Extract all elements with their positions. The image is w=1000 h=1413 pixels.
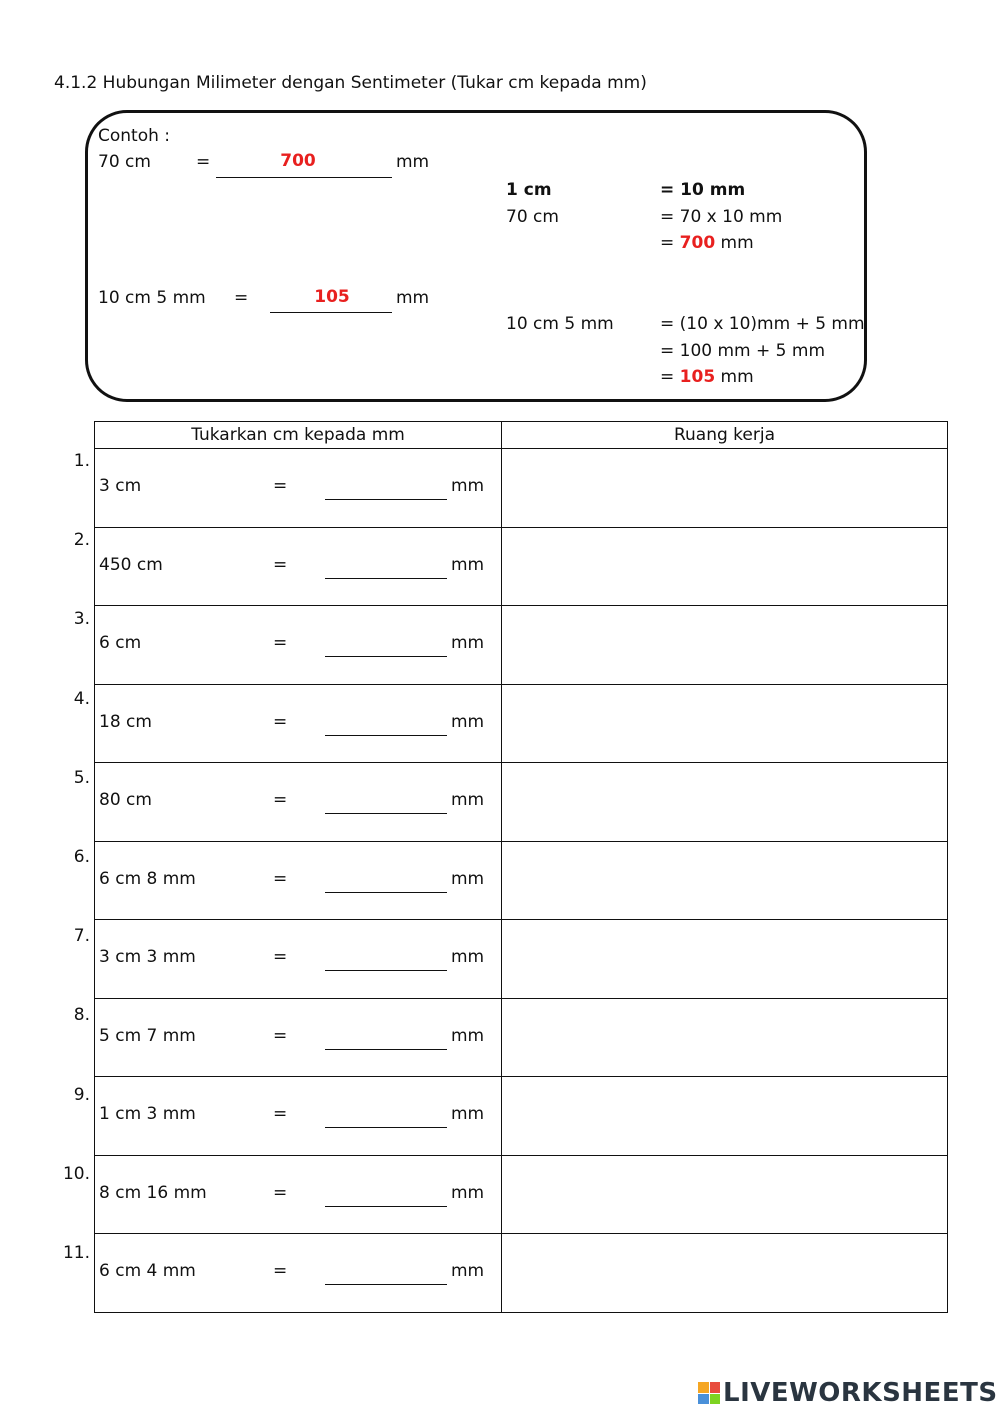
workspace-cell[interactable] (502, 449, 948, 528)
question-unit: mm (451, 790, 485, 810)
table-row (95, 1155, 948, 1234)
work1-line2: = 700 mm (660, 233, 754, 253)
question-number: 10. (62, 1163, 90, 1184)
answer-input-line[interactable] (325, 1127, 447, 1128)
answer-input-line[interactable] (325, 813, 447, 814)
question-text: 6 cm 8 mm (99, 868, 196, 889)
table-row (95, 763, 948, 842)
question-text: 8 cm 16 mm (99, 1182, 207, 1203)
question-text: 6 cm 4 mm (99, 1261, 196, 1281)
liveworksheets-logo (698, 1378, 998, 1408)
table-row (95, 841, 948, 920)
rule-rhs: = 10 mm (660, 180, 746, 200)
question-cell (95, 998, 502, 1077)
example2-lhs: 10 cm 5 mm (98, 288, 206, 308)
work2-line3: = 105 mm (660, 367, 754, 387)
question-unit: mm (451, 633, 485, 653)
question-number: 5. (73, 767, 90, 788)
workspace-cell[interactable] (502, 1155, 948, 1234)
page-title: 4.1.2 Hubungan Milimeter dengan Sentimeter (Tukar cm kepada mm) (54, 73, 647, 93)
table-header-row (95, 422, 948, 449)
table-row (95, 1234, 948, 1313)
work1-line1-rhs: = 70 x 10 mm (660, 207, 783, 227)
workspace-cell[interactable] (502, 1234, 948, 1313)
question-unit: mm (451, 1104, 485, 1124)
question-equals: = (273, 1025, 288, 1046)
question-cell (95, 606, 502, 685)
work2-line1-lhs: 10 cm 5 mm (506, 314, 614, 334)
table-row (95, 920, 948, 999)
example-heading: Contoh : (98, 126, 171, 146)
question-cell (95, 684, 502, 763)
table-row (95, 998, 948, 1077)
question-number: 4. (73, 688, 90, 709)
header-workspace: Ruang kerja (502, 422, 948, 449)
example2-answer-line (270, 312, 392, 313)
table-row (95, 606, 948, 685)
question-equals: = (273, 554, 288, 575)
answer-input-line[interactable] (325, 735, 447, 736)
example2-unit: mm (396, 288, 430, 308)
question-cell (95, 1234, 502, 1313)
work2-line1-rhs: = (10 x 10)mm + 5 mm (660, 314, 865, 334)
question-equals: = (273, 476, 288, 496)
question-unit: mm (451, 554, 485, 575)
work1-line1-lhs: 70 cm (506, 207, 559, 227)
workspace-cell[interactable] (502, 920, 948, 999)
questions-table (94, 421, 948, 1313)
work2-result: 105 (679, 367, 716, 387)
question-unit: mm (451, 476, 485, 496)
question-number: 11. (62, 1243, 90, 1263)
answer-input-line[interactable] (325, 970, 447, 971)
question-text: 80 cm (99, 790, 152, 810)
workspace-cell[interactable] (502, 841, 948, 920)
work2-line2-rhs: = 100 mm + 5 mm (660, 341, 826, 361)
workspace-cell[interactable] (502, 684, 948, 763)
question-cell (95, 449, 502, 528)
question-number: 8. (73, 1005, 90, 1026)
workspace-cell[interactable] (502, 998, 948, 1077)
question-number: 7. (73, 926, 90, 947)
workspace-cell[interactable] (502, 1077, 948, 1156)
example1-unit: mm (396, 152, 430, 172)
logo-text: LIVEWORKSHEETS (723, 1378, 998, 1408)
table-row (95, 684, 948, 763)
question-unit: mm (451, 1182, 485, 1203)
question-text: 450 cm (99, 554, 163, 575)
question-text: 6 cm (99, 633, 142, 653)
example2-answer: 105 (314, 287, 350, 307)
question-unit: mm (451, 947, 485, 967)
question-cell (95, 527, 502, 606)
answer-input-line[interactable] (325, 1284, 447, 1285)
example1-answer-line (216, 177, 392, 178)
question-cell (95, 920, 502, 999)
question-cell (95, 763, 502, 842)
question-cell (95, 841, 502, 920)
work1-result: 700 (679, 233, 716, 253)
liveworksheets-logo-icon (698, 1382, 720, 1404)
question-equals: = (273, 633, 288, 653)
question-unit: mm (451, 1261, 485, 1281)
answer-input-line[interactable] (325, 578, 447, 579)
question-text: 3 cm (99, 476, 142, 496)
example1-equals: = (196, 152, 211, 172)
question-unit: mm (451, 1025, 485, 1046)
rule-lhs: 1 cm (506, 180, 552, 200)
question-equals: = (273, 790, 288, 810)
question-unit: mm (451, 711, 485, 732)
example2-equals: = (234, 288, 249, 308)
example1-lhs: 70 cm (98, 152, 151, 172)
table-row (95, 1077, 948, 1156)
answer-input-line[interactable] (325, 499, 447, 500)
header-convert: Tukarkan cm kepada mm (95, 422, 502, 449)
question-equals: = (273, 947, 288, 967)
answer-input-line[interactable] (325, 656, 447, 657)
question-number: 1. (73, 451, 90, 471)
question-unit: mm (451, 868, 485, 889)
question-equals: = (273, 1261, 288, 1281)
question-text: 3 cm 3 mm (99, 947, 196, 967)
question-equals: = (273, 1182, 288, 1203)
question-cell (95, 1155, 502, 1234)
question-text: 18 cm (99, 711, 152, 732)
table-row (95, 527, 948, 606)
workspace-cell[interactable] (502, 527, 948, 606)
question-text: 5 cm 7 mm (99, 1025, 196, 1046)
question-text: 1 cm 3 mm (99, 1104, 196, 1124)
question-equals: = (273, 711, 288, 732)
answer-input-line[interactable] (325, 1206, 447, 1207)
question-equals: = (273, 868, 288, 889)
question-number: 6. (73, 847, 90, 867)
question-number: 9. (73, 1084, 90, 1105)
question-equals: = (273, 1104, 288, 1124)
question-number: 3. (73, 609, 90, 630)
answer-input-line[interactable] (325, 892, 447, 893)
answer-input-line[interactable] (325, 1049, 447, 1050)
workspace-cell[interactable] (502, 763, 948, 842)
example1-answer: 700 (280, 151, 316, 171)
table-row (95, 449, 948, 528)
workspace-cell[interactable] (502, 606, 948, 685)
question-number: 2. (73, 530, 90, 551)
question-cell (95, 1077, 502, 1156)
